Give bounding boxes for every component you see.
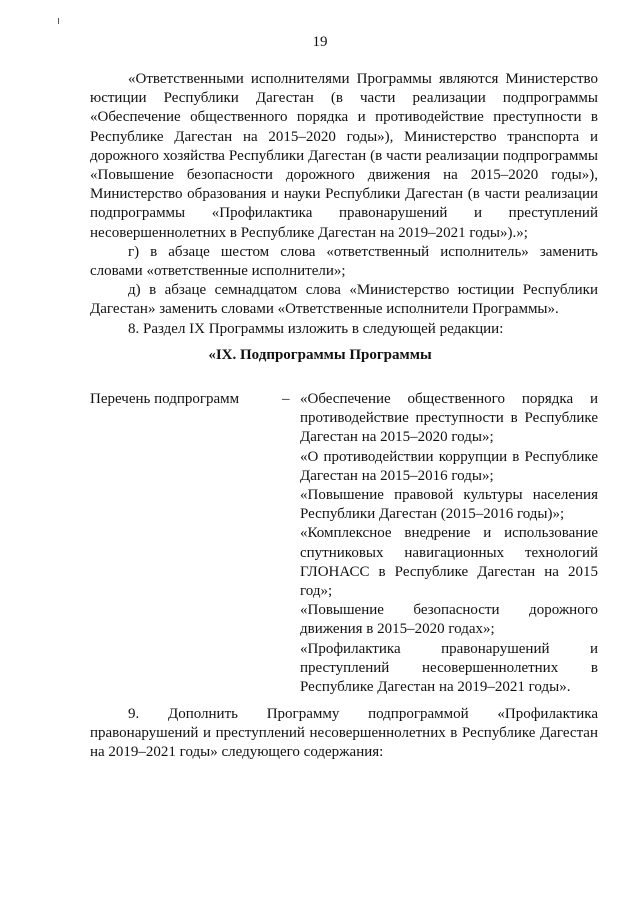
subprograms-dash: – [282,391,290,407]
subprogram-item: «Комплексное внедрение и использование спутниковых навигационных технологий ГЛОНАСС в Республике Дагестан на 2015 год»; [300,525,598,600]
subprograms-label: Перечень подпрограмм [90,391,240,407]
subprograms-list [300,390,598,697]
subprogram-item: «О противодействии коррупции в Республике Дагестан на 2015–2016 годы»; [300,448,598,484]
paragraph-amendment-d: д) в абзаце семнадцатом слова «Министерство юстиции Республики Дагестан» заменить словами «Ответственные исполнители Программы». [90,282,598,318]
closing-text [90,705,598,763]
paragraph-amendment-9: 9. Дополнить Программу подпрограммой «Профилактика правонарушений и преступлений несовершеннолетних в Республике Дагестан на 2019–2021 годы» следующего содержания: [90,706,598,761]
subprogram-item: «Повышение правовой культуры населения Республики Дагестан (2015–2016 годы)»; [300,487,598,523]
body-text [90,70,598,339]
subprogram-item: «Повышение безопасности дорожного движения в 2015–2020 годах»; [300,602,598,638]
subprogram-item: «Профилактика правонарушений и преступлений несовершеннолетних в Республике Дагестан на 2019–2021 годы». [300,640,598,696]
paragraph-section-ix: 8. Раздел IX Программы изложить в следующей редакции: [128,320,504,337]
section-heading: «IX. Подпрограммы Программы [208,347,432,363]
paragraph-amendment-g: г) в абзаце шестом слова «ответственный исполнитель» заменить словами «ответственные исполнители»; [90,243,598,280]
page-number: 19 [312,34,328,50]
scan-mark [58,18,59,24]
paragraph-responsible-executors: «Ответственными исполнителями Программы являются Министерство юстиции Республики Дагестан (в части реализации подпрограммы «Обеспечение общественного порядка и противодействие преступности в Республике Дагестан на 2015–2020 годы»), Министерство транспорта и дорожного хозяйства Республики Дагестан (в части реализации подпрограммы «Повышение безопасности дорожного движения на 2015–2020 годы»), Министерство образования и науки Республики Дагестан (в части реализации подпрограммы «Профилактика правонарушений и преступлений несовершеннолетних в Республике Дагестан на 2019–2021 годы»).»; [90,71,598,241]
subprogram-item: «Обеспечение общественного порядка и противодействие преступности в Республике Дагестан на 2015–2020 годы»; [300,391,598,446]
